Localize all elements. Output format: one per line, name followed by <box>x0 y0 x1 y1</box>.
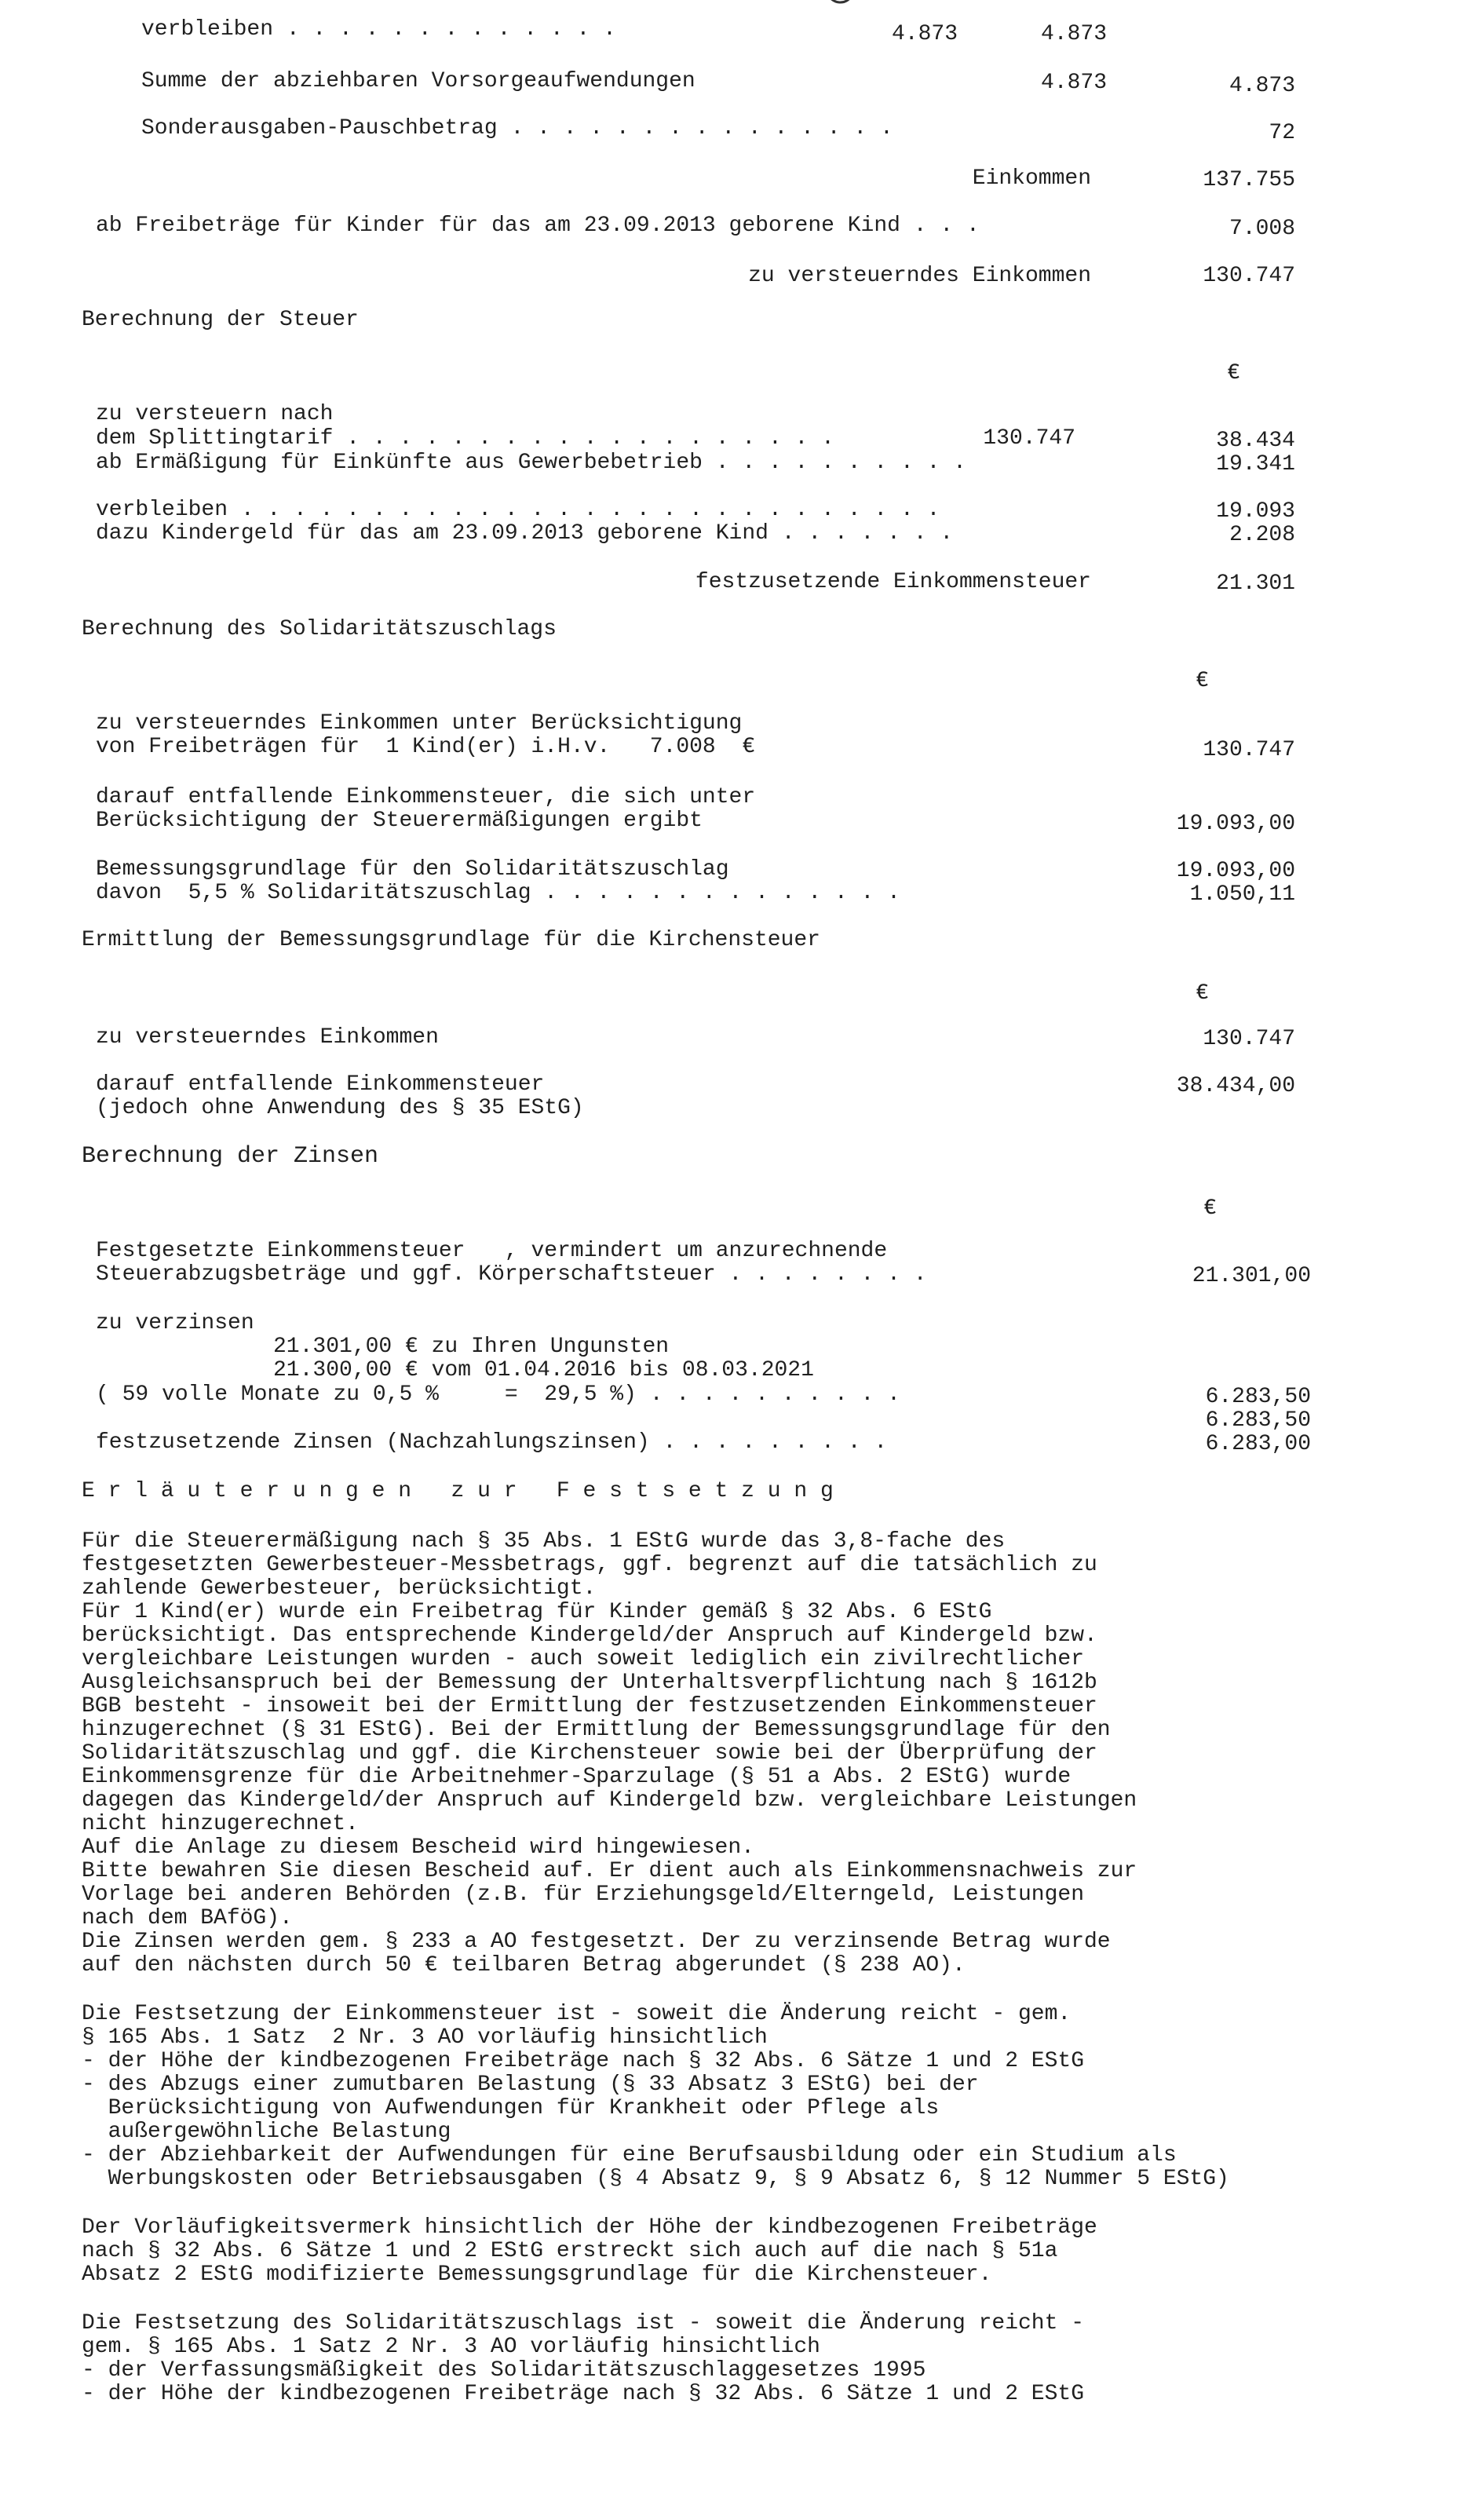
erl-line: nicht hinzugerechnet. <box>82 1812 359 1836</box>
soli-line-2-value: 130.747 <box>1203 738 1295 762</box>
soli-line-3: darauf entfallende Einkommensteuer, die sich unter <box>96 785 756 809</box>
steuer-line-2-base: 130.747 <box>983 426 1075 451</box>
erl-line: außergewöhnliche Belastung <box>82 2120 451 2144</box>
zinsen-line-6: ( 59 volle Monate zu 0,5 % = 29,5 %) . . . . . . . . . . <box>96 1382 900 1407</box>
sonderausgaben-label: Sonderausgaben-Pauschbetrag . . . . . . . . . . . . . . . <box>141 116 893 141</box>
erl-line: nach § 32 Abs. 6 Sätze 1 und 2 EStG erstreckt sich auch auf die nach § 51a <box>82 2239 1058 2263</box>
soli-line-4-value: 19.093,00 <box>1176 812 1295 836</box>
steuer-line-4: verbleiben . . . . . . . . . . . . . . . . . . . . . . . . . . . <box>96 498 940 522</box>
erl-line: Ausgleichsanspruch bei der Bemessung der Unterhaltsverpflichtung nach § 1612b <box>82 1671 1097 1695</box>
erl-line: nach dem BAföG). <box>82 1906 293 1930</box>
sonderausgaben-value: 72 <box>1269 121 1295 145</box>
steuer-currency: € <box>1227 361 1240 385</box>
zinsen-line-6-value: 6.283,50 <box>1205 1385 1311 1409</box>
zinsen-line-5: 21.300,00 € vom 01.04.2016 bis 08.03.2021 <box>273 1358 814 1382</box>
erl-line: - der Höhe der kindbezogenen Freibeträge nach § 32 Abs. 6 Sätze 1 und 2 EStG <box>82 2382 1085 2406</box>
erl-line: Solidaritätszuschlag und ggf. die Kirchensteuer sowie bei der Überprüfung der <box>82 1741 1097 1766</box>
soli-line-5: Bemessungsgrundlage für den Solidaritätszuschlag <box>96 857 729 882</box>
erl-line: - der Abziehbarkeit der Aufwendungen für eine Berufsausbildung oder ein Studium als <box>82 2143 1177 2168</box>
einkommen-label: Einkommen <box>972 166 1091 191</box>
kirche-line-2: darauf entfallende Einkommensteuer <box>96 1072 545 1097</box>
einkommen-value: 137.755 <box>1203 168 1295 192</box>
erl-line: - der Höhe der kindbezogenen Freibeträge nach § 32 Abs. 6 Sätze 1 und 2 EStG <box>82 2049 1085 2073</box>
erl-line: - des Abzugs einer zumutbaren Belastung (§ 33 Absatz 3 EStG) bei der <box>82 2073 979 2097</box>
erl-line: gem. § 165 Abs. 1 Satz 2 Nr. 3 AO vorläufig hinsichtlich <box>82 2335 820 2359</box>
soli-line-5-value: 19.093,00 <box>1176 859 1295 883</box>
erl-line: Die Festsetzung des Solidaritätszuschlags ist - soweit die Änderung reicht - <box>82 2311 1085 2336</box>
zinsen-line-8-value: 6.283,00 <box>1205 1432 1311 1456</box>
soli-line-6: davon 5,5 % Solidaritätszuschlag . . . . . . . . . . . . . . <box>96 881 900 905</box>
freibetraege-kinder-label: ab Freibeträge für Kinder für das am 23.09.2013 geborene Kind . . . <box>96 214 980 238</box>
kirche-line-1-value: 130.747 <box>1203 1027 1295 1051</box>
zinsen-line-4: 21.301,00 € zu Ihren Ungunsten <box>273 1335 670 1359</box>
verbleiben-value-2: 4.873 <box>1040 22 1107 46</box>
zinsen-line-2-value: 21.301,00 <box>1192 1264 1311 1288</box>
zinsen-line-7-value: 6.283,50 <box>1205 1408 1311 1433</box>
zinsen-line-3: zu verzinsen <box>96 1311 254 1335</box>
steuer-line-2-value: 38.434 <box>1216 429 1295 453</box>
steuer-line-3-value: 19.341 <box>1216 452 1295 477</box>
erl-line: BGB besteht - insoweit bei der Ermittlung der festzusetzenden Einkommensteuer <box>82 1694 1097 1718</box>
steuer-line-5-value: 2.208 <box>1229 523 1295 547</box>
erl-line: Die Festsetzung der Einkommensteuer ist - soweit die Änderung reicht - gem. <box>82 2002 1072 2026</box>
steuer-line-2: dem Splittingtarif . . . . . . . . . . . . . . . . . . . <box>96 426 834 451</box>
erl-line: Der Vorläufigkeitsvermerk hinsichtlich der Höhe der kindbezogenen Freibeträge <box>82 2215 1097 2240</box>
erl-line: Werbungskosten oder Betriebsausgaben (§ 4 Absatz 9, § 9 Absatz 6, § 12 Nummer 5 EStG) <box>82 2167 1229 2191</box>
erl-line: festgesetzten Gewerbesteuer-Messbetrags, ggf. begrenzt auf die tatsächlich zu <box>82 1553 1097 1577</box>
erl-line: Für die Steuerermäßigung nach § 35 Abs. 1 EStG wurde das 3,8-fache des <box>82 1529 1006 1554</box>
kirche-heading: Ermittlung der Bemessungsgrundlage für die Kirchensteuer <box>82 928 820 952</box>
soli-currency: € <box>1196 669 1209 693</box>
erl-line: § 165 Abs. 1 Satz 2 Nr. 3 AO vorläufig hinsichtlich <box>82 2025 768 2050</box>
verbleiben-value-1: 4.873 <box>891 22 958 46</box>
steuer-line-1: zu versteuern nach <box>96 402 334 426</box>
kirche-line-2-value: 38.434,00 <box>1176 1074 1295 1098</box>
erl-line: hinzugerechnet (§ 31 EStG). Bei der Ermittlung der Bemessungsgrundlage für den <box>82 1718 1111 1742</box>
zve-label: zu versteuerndes Einkommen <box>748 264 1091 288</box>
erl-line: Bitte bewahren Sie diesen Bescheid auf. Er dient auch als Einkommensnachweis zur <box>82 1859 1137 1883</box>
erl-line: Die Zinsen werden gem. § 233 a AO festgesetzt. Der zu verzinsende Betrag wurde <box>82 1930 1111 1954</box>
erl-line: Auf die Anlage zu diesem Bescheid wird hingewiesen. <box>82 1835 754 1860</box>
festzusetzende-est-value: 21.301 <box>1216 572 1295 596</box>
zinsen-heading: Berechnung der Zinsen <box>82 1143 379 1170</box>
soli-line-4: Berücksichtigung der Steuerermäßigungen ergibt <box>96 809 703 833</box>
erl-line: auf den nächsten durch 50 € teilbaren Betrag abgerundet (§ 238 AO). <box>82 1953 966 1978</box>
erlaeuterungen-heading: E r l ä u t e r u n g e n z u r F e s t s e t z u n g <box>82 1479 834 1503</box>
zinsen-line-8: festzusetzende Zinsen (Nachzahlungszinsen) . . . . . . . . . <box>96 1430 888 1455</box>
verbleiben-label: verbleiben . . . . . . . . . . . . . <box>141 17 616 42</box>
summe-vorsorge-label: Summe der abziehbaren Vorsorgeaufwendungen <box>141 69 695 93</box>
steuer-line-4-value: 19.093 <box>1216 499 1295 524</box>
freibetraege-kinder-value: 7.008 <box>1229 217 1295 241</box>
erl-line: berücksichtigt. Das entsprechende Kindergeld/der Anspruch auf Kindergeld bzw. <box>82 1623 1097 1648</box>
soli-line-6-value: 1.050,11 <box>1189 882 1295 907</box>
soli-line-2: von Freibeträgen für 1 Kind(er) i.H.v. 7.008 € <box>96 735 756 759</box>
kirche-currency: € <box>1196 981 1209 1006</box>
soli-heading: Berechnung des Solidaritätszuschlags <box>82 617 557 641</box>
steuer-line-5: dazu Kindergeld für das am 23.09.2013 geborene Kind . . . . . . . <box>96 521 954 546</box>
zinsen-line-1: Festgesetzte Einkommensteuer , vermindert um anzurechnende <box>96 1239 888 1263</box>
steuer-heading: Berechnung der Steuer <box>82 308 359 332</box>
zve-value: 130.747 <box>1203 264 1295 288</box>
top-edge-mark <box>824 0 856 8</box>
steuer-line-3: ab Ermäßigung für Einkünfte aus Gewerbebetrieb . . . . . . . . . . <box>96 451 966 475</box>
erl-line: Berücksichtigung von Aufwendungen für Krankheit oder Pflege als <box>82 2096 940 2120</box>
zinsen-line-2: Steuerabzugsbeträge und ggf. Körperschaftsteuer . . . . . . . . <box>96 1262 927 1287</box>
erl-line: Vorlage bei anderen Behörden (z.B. für Erziehungsgeld/Elterngeld, Leistungen <box>82 1883 1085 1907</box>
erl-line: vergleichbare Leistungen wurden - auch soweit lediglich ein zivilrechtlicher <box>82 1647 1085 1671</box>
erl-line: Für 1 Kind(er) wurde ein Freibetrag für Kinder gemäß § 32 Abs. 6 EStG <box>82 1600 992 1624</box>
erl-line: Absatz 2 EStG modifizierte Bemessungsgrundlage für die Kirchensteuer. <box>82 2263 992 2287</box>
erl-line: zahlende Gewerbesteuer, berücksichtigt. <box>82 1576 597 1601</box>
summe-vorsorge-value-1: 4.873 <box>1040 71 1107 95</box>
soli-line-1: zu versteuerndes Einkommen unter Berücksichtigung <box>96 711 743 736</box>
kirche-line-3: (jedoch ohne Anwendung des § 35 EStG) <box>96 1096 584 1120</box>
kirche-line-1: zu versteuerndes Einkommen <box>96 1025 439 1050</box>
zinsen-currency: € <box>1203 1196 1217 1221</box>
erl-line: dagegen das Kindergeld/der Anspruch auf Kindergeld bzw. vergleichbare Leistungen <box>82 1788 1137 1813</box>
summe-vorsorge-value-2: 4.873 <box>1229 74 1295 98</box>
erl-line: - der Verfassungsmäßigkeit des Solidaritätszuschlaggesetzes 1995 <box>82 2358 926 2383</box>
erl-line: Einkommensgrenze für die Arbeitnehmer-Sparzulage (§ 51 a Abs. 2 EStG) wurde <box>82 1765 1072 1789</box>
festzusetzende-est-label: festzusetzende Einkommensteuer <box>695 570 1091 594</box>
